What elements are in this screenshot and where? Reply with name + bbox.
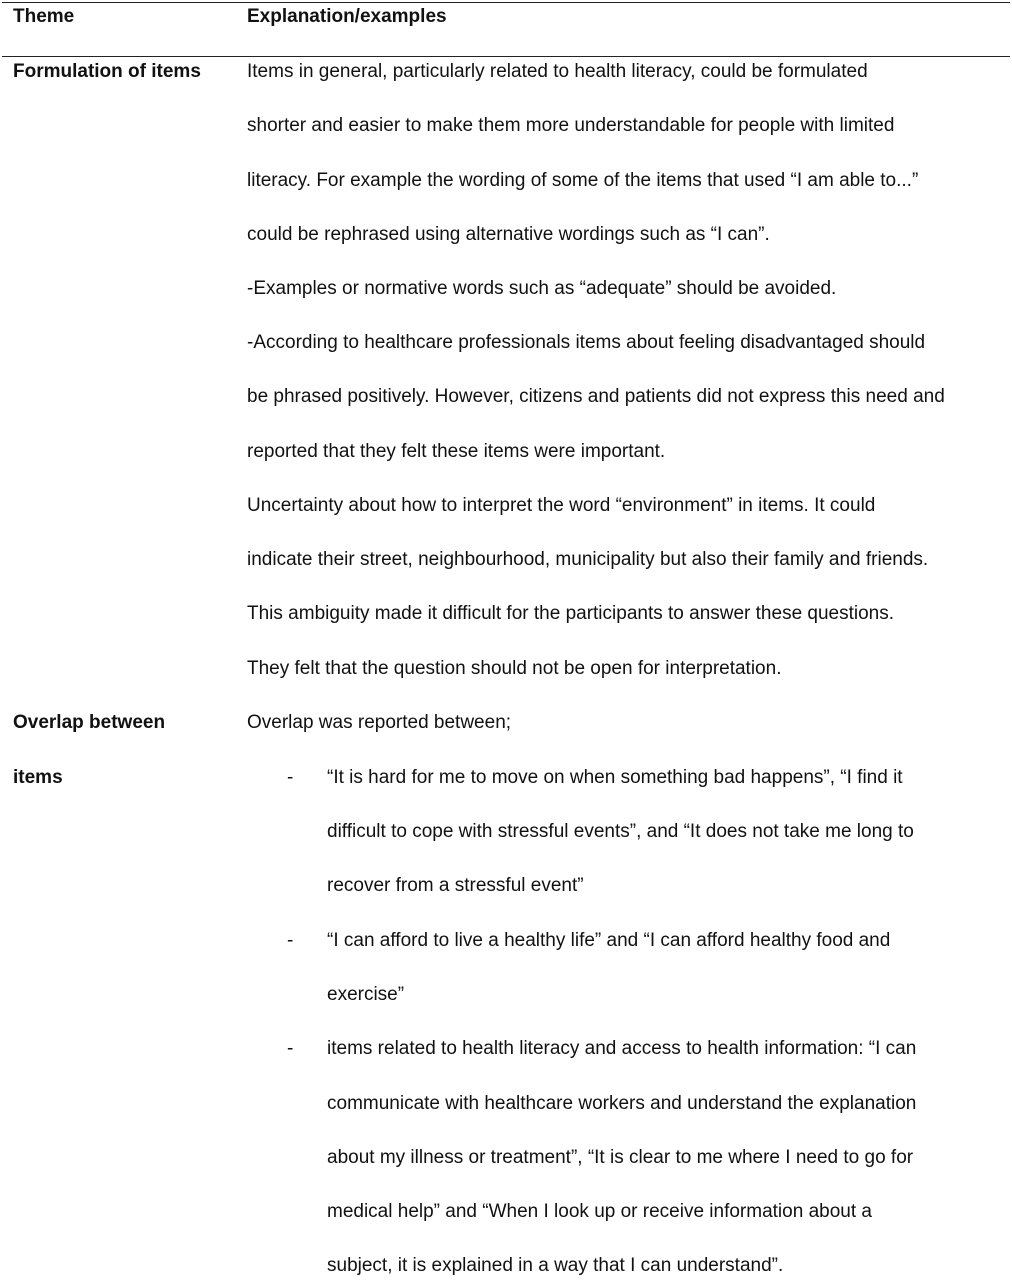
row-theme: items (13, 767, 63, 788)
explanation-line: literacy. For example the wording of some of the items that used “I am able to...” (247, 170, 919, 191)
bullet-line: subject, it is explained in a way that I can understand”. (327, 1255, 784, 1276)
header-explanation: Explanation/examples (247, 6, 447, 27)
header-bottom-rule (2, 56, 1010, 57)
overlap-intro: Overlap was reported between; (247, 712, 512, 733)
bullet-line: recover from a stressful event” (327, 875, 584, 896)
explanation-line: indicate their street, neighbourhood, municipality but also their family and friends. (247, 549, 929, 570)
explanation-line: They felt that the question should not be open for interpretation. (247, 658, 782, 679)
explanation-line: could be rephrased using alternative wordings such as “I can”. (247, 224, 770, 245)
bullet-line: “It is hard for me to move on when something bad happens”, “I find it (327, 767, 903, 788)
explanation-line: This ambiguity made it difficult for the participants to answer these questions. (247, 603, 895, 624)
explanation-line: -According to healthcare professionals items about feeling disadvantaged should (247, 332, 926, 353)
table-top-rule (2, 2, 1010, 3)
bullet-line: difficult to cope with stressful events”, and “It does not take me long to (327, 821, 914, 842)
explanation-line: shorter and easier to make them more understandable for people with limited (247, 115, 895, 136)
bullet-line: exercise” (327, 984, 405, 1005)
bullet-line: about my illness or treatment”, “It is clear to me where I need to go for (327, 1147, 914, 1168)
header-theme: Theme (13, 6, 75, 27)
row-theme: Overlap between (13, 712, 166, 733)
explanation-line: Items in general, particularly related to health literacy, could be formulated (247, 61, 868, 82)
bullet-dash: - (287, 1038, 294, 1059)
row-theme: Formulation of items (13, 61, 201, 82)
bullet-dash: - (287, 930, 294, 951)
explanation-line: -Examples or normative words such as “adequate” should be avoided. (247, 278, 837, 299)
explanation-line: be phrased positively. However, citizens and patients did not express this need and (247, 386, 945, 407)
bullet-dash: - (287, 767, 294, 788)
bullet-line: “I can afford to live a healthy life” and “I can afford healthy food and (327, 930, 891, 951)
bullet-line: items related to health literacy and access to health information: “I can (327, 1038, 917, 1059)
explanation-line: reported that they felt these items were important. (247, 441, 666, 462)
explanation-line: Uncertainty about how to interpret the word “environment” in items. It could (247, 495, 876, 516)
bullet-line: communicate with healthcare workers and understand the explanation (327, 1093, 917, 1114)
bullet-line: medical help” and “When I look up or receive information about a (327, 1201, 872, 1222)
